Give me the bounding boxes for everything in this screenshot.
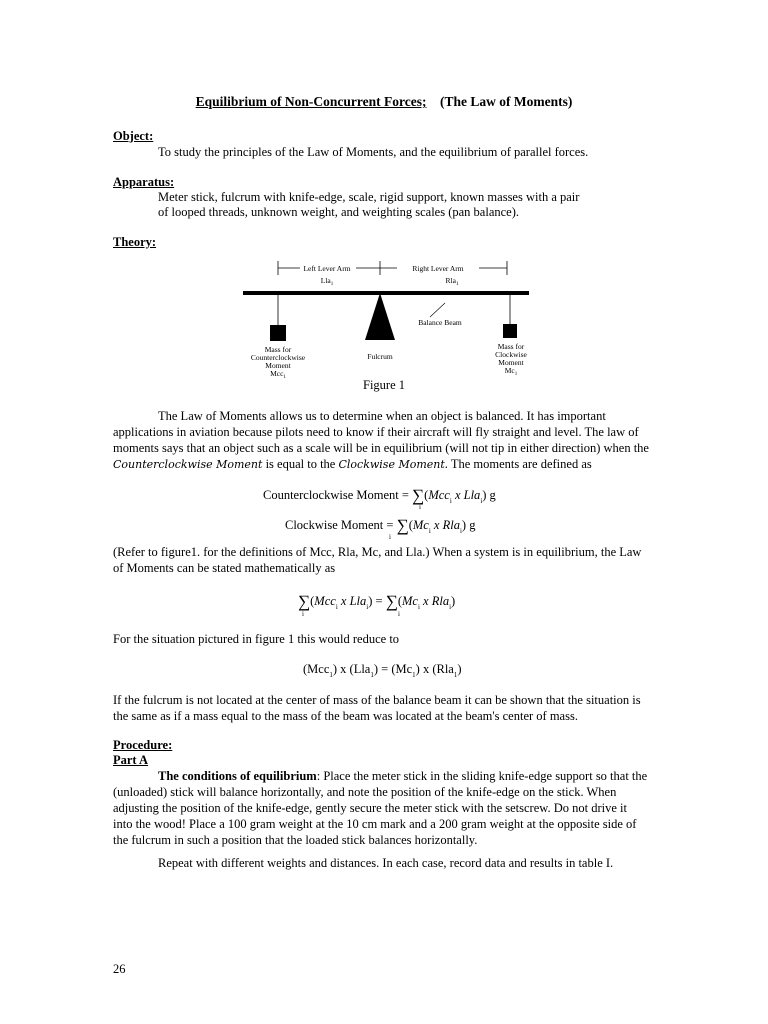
object-heading: Object: <box>113 129 154 143</box>
fulcrum-label: Fulcrum <box>367 352 393 361</box>
object-text: To study the principles of the Law of Moments, and the equilibrium of parallel forces. <box>158 145 589 159</box>
para4-line-1: If the fulcrum is not located at the center of mass of the balance beam it can be shown that the situation is <box>113 693 641 707</box>
left-arm-symbol: Lla$_1$ <box>320 276 334 287</box>
title-main: Equilibrium of Non-Concurrent Forces; <box>195 94 427 109</box>
clockwise-moment-term: Clockwise Moment <box>338 458 445 471</box>
paragraph-procedure <box>113 768 655 848</box>
paragraph-law-of-moments <box>113 408 655 473</box>
eq3-sum-index-left: i <box>302 610 304 618</box>
lever-diagram <box>230 255 550 390</box>
para1-line-2: applications in aviation because pilots need to know if their aircraft will fly straight and level. The law of <box>113 425 639 439</box>
procedure-line-3: adjusting the position of the knife-edge, gently secure the meter stick with the setscrew. Do not drive it <box>113 801 627 815</box>
page-title <box>0 94 768 110</box>
left-arm-label: Left Lever Arm <box>303 264 351 273</box>
title-sub: (The Law of Moments) <box>440 94 573 109</box>
para4-line-2: the same as if a mass equal to the mass of the beam was located at the beam's center of mass. <box>113 709 578 723</box>
procedure-line-2: (unloaded) stick will balance horizontally, and note the position of the knife-edge on the stick. When <box>113 785 617 799</box>
apparatus-line-1: Meter stick, fulcrum with knife-edge, scale, rigid support, known masses with a pair <box>158 190 580 204</box>
eq3-sum-index-right: i <box>398 610 400 618</box>
page-number: 26 <box>113 962 126 976</box>
equation-figure1-reduced: (Mcc$_1$) x $(Lla_1) = (Mc_1)$ x (Rla$_1$) <box>303 662 462 679</box>
para2-line-1: (Refer to figure1. for the definitions of Mcc, Rla, Mc, and Lla.) When a system is in equilibrium, the Law <box>113 545 642 559</box>
procedure-line-1: The conditions of equilibrium: Place the meter stick in the sliding knife-edge support so that the <box>158 769 648 783</box>
balance-beam <box>243 291 529 295</box>
equation-law-of-moments: ∑(Mcc$_i$ x $Lla_i) = \sum(Mc_i$ x Rla$_i$) <box>298 592 456 611</box>
equation-clockwise-moment: Clockwise Moment = $\sum(Mc_i$ x Rla$_i$) g <box>285 516 476 535</box>
paragraph-equilibrium <box>113 544 655 576</box>
paragraph-center-of-mass <box>113 692 655 724</box>
left-mass-label-1: Mass for <box>264 345 292 354</box>
left-mass <box>270 325 286 341</box>
para1-line-4: Counterclockwise Moment is equal to the Clockwise Moment. The moments are defined as <box>113 457 592 471</box>
eq2-sum-index: i <box>389 533 391 541</box>
apparatus-line-2: of looped threads, unknown weight, and weighting scales (pan balance). <box>158 205 520 219</box>
left-mass-symbol: Mcc$_1$ <box>270 369 286 380</box>
para2-line-2: of Moments can be stated mathematically as <box>113 561 336 575</box>
para1-line-1: The Law of Moments allows us to determine when an object is balanced. It has important <box>158 409 606 423</box>
right-arm-label: Right Lever Arm <box>412 264 464 273</box>
para1-line-3: moments says that an object such as a scale will be in equilibrium (will not tip in either direction) when the <box>113 441 649 455</box>
fulcrum-triangle <box>365 293 395 340</box>
conditions-of-equilibrium-lead: The conditions of equilibrium <box>158 769 317 783</box>
left-mass-label-3: Moment <box>265 361 291 370</box>
procedure-heading: Procedure: <box>113 738 173 752</box>
right-mass <box>503 324 517 338</box>
procedure-line-5: the fulcrum in such a position that the loaded stick balances horizontally. <box>113 833 478 847</box>
figure-caption: Figure 1 <box>363 378 406 392</box>
right-mass-label-3: Moment <box>498 358 524 367</box>
right-mass-symbol: $Mc_1$ <box>504 366 518 377</box>
paragraph-reduce: For the situation pictured in figure 1 this would reduce to <box>113 632 400 646</box>
eq1-sum-index: i <box>419 503 421 511</box>
counterclockwise-moment-term: Counterclockwise Moment <box>113 458 263 471</box>
theory-heading: Theory: <box>113 235 157 249</box>
part-a-heading: Part A <box>113 753 149 767</box>
procedure-line-4: into the wood! Place a 100 gram weight at the 10 cm mark and a 200 gram weight at the opposite side of <box>113 817 637 831</box>
right-arm-symbol: Rla$_1$ <box>445 276 459 287</box>
procedure-repeat: Repeat with different weights and distances. In each case, record data and results in table I. <box>158 856 614 870</box>
right-mass-label-2: Clockwise <box>495 350 527 359</box>
equation-counterclockwise-moment: Counterclockwise Moment = ∑(Mcc$_i$ x Lla$_i$) g <box>263 486 496 505</box>
left-mass-label-2: Counterclockwise <box>250 353 306 362</box>
right-mass-label-1: Mass for <box>497 342 525 351</box>
balance-beam-label: Balance Beam <box>418 318 462 327</box>
apparatus-heading: Apparatus: <box>113 175 175 189</box>
